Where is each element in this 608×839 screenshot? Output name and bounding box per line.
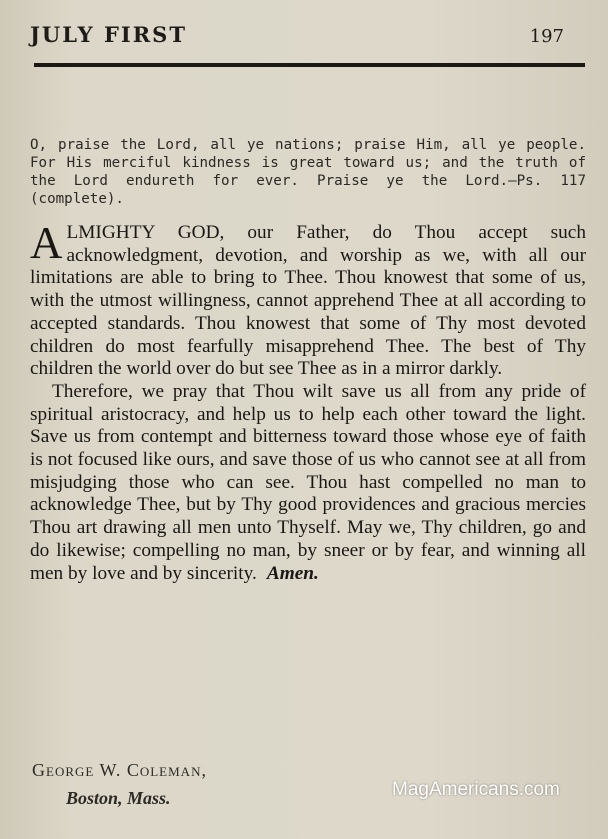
page-header [30, 22, 588, 56]
drop-cap: A [30, 218, 63, 268]
scripture-epigraph: O, praise the Lord, all ye nations; praise Him, all ye people. For His merciful kindness is great toward us; and the truth of the Lord endureth for ever. Praise ye the Lord.—Ps. 117 (complete). [30, 137, 586, 207]
author-location: Boston, Mass. [66, 788, 171, 808]
author-name: George W. Coleman, [32, 760, 207, 780]
prayer-paragraph-2 [30, 381, 586, 585]
prayer-text [30, 218, 586, 585]
amen: Amen. [266, 562, 319, 584]
prayer-paragraph-2-text: Therefore, we pray that Thou wilt save us all from any pride of spiritual aristocracy, and help us to help each other toward the light. Save us from contempt and bitterness toward those whose eye of faith is not focused like ours, and save those of us who cannot see at all from misjudging those who can see. Thou hast compelled no man to acknowledge Thee, but by Thy good providences and gracious mercies Thou art drawing all men unto Thyself. May we, Thy children, go and do likewise; compelling no man, by sneer or by fear, and winning all men by love and by sincerity. [30, 380, 586, 584]
page-title: JULY FIRST [30, 22, 187, 47]
prayer-paragraph-1 [30, 218, 586, 381]
watermark: MagAmericans.com [392, 779, 560, 800]
prayer-paragraph-1-text: LMIGHTY GOD, our Father, do Thou accept such acknowledgment, devotion, and worship as we, with all our limitations are able to bring to Thee. Thou knowest that some of us, with the utmost willingness, cannot apprehend Thee at all according to accepted standards. Thou knowest that some of Thy most devoted children do most fearfully misapprehend Thee. The best of Thy children the world over do but see Thee as in a mirror darkly. [30, 222, 586, 380]
header-rule [34, 63, 585, 67]
page-number: 197 [529, 26, 564, 47]
